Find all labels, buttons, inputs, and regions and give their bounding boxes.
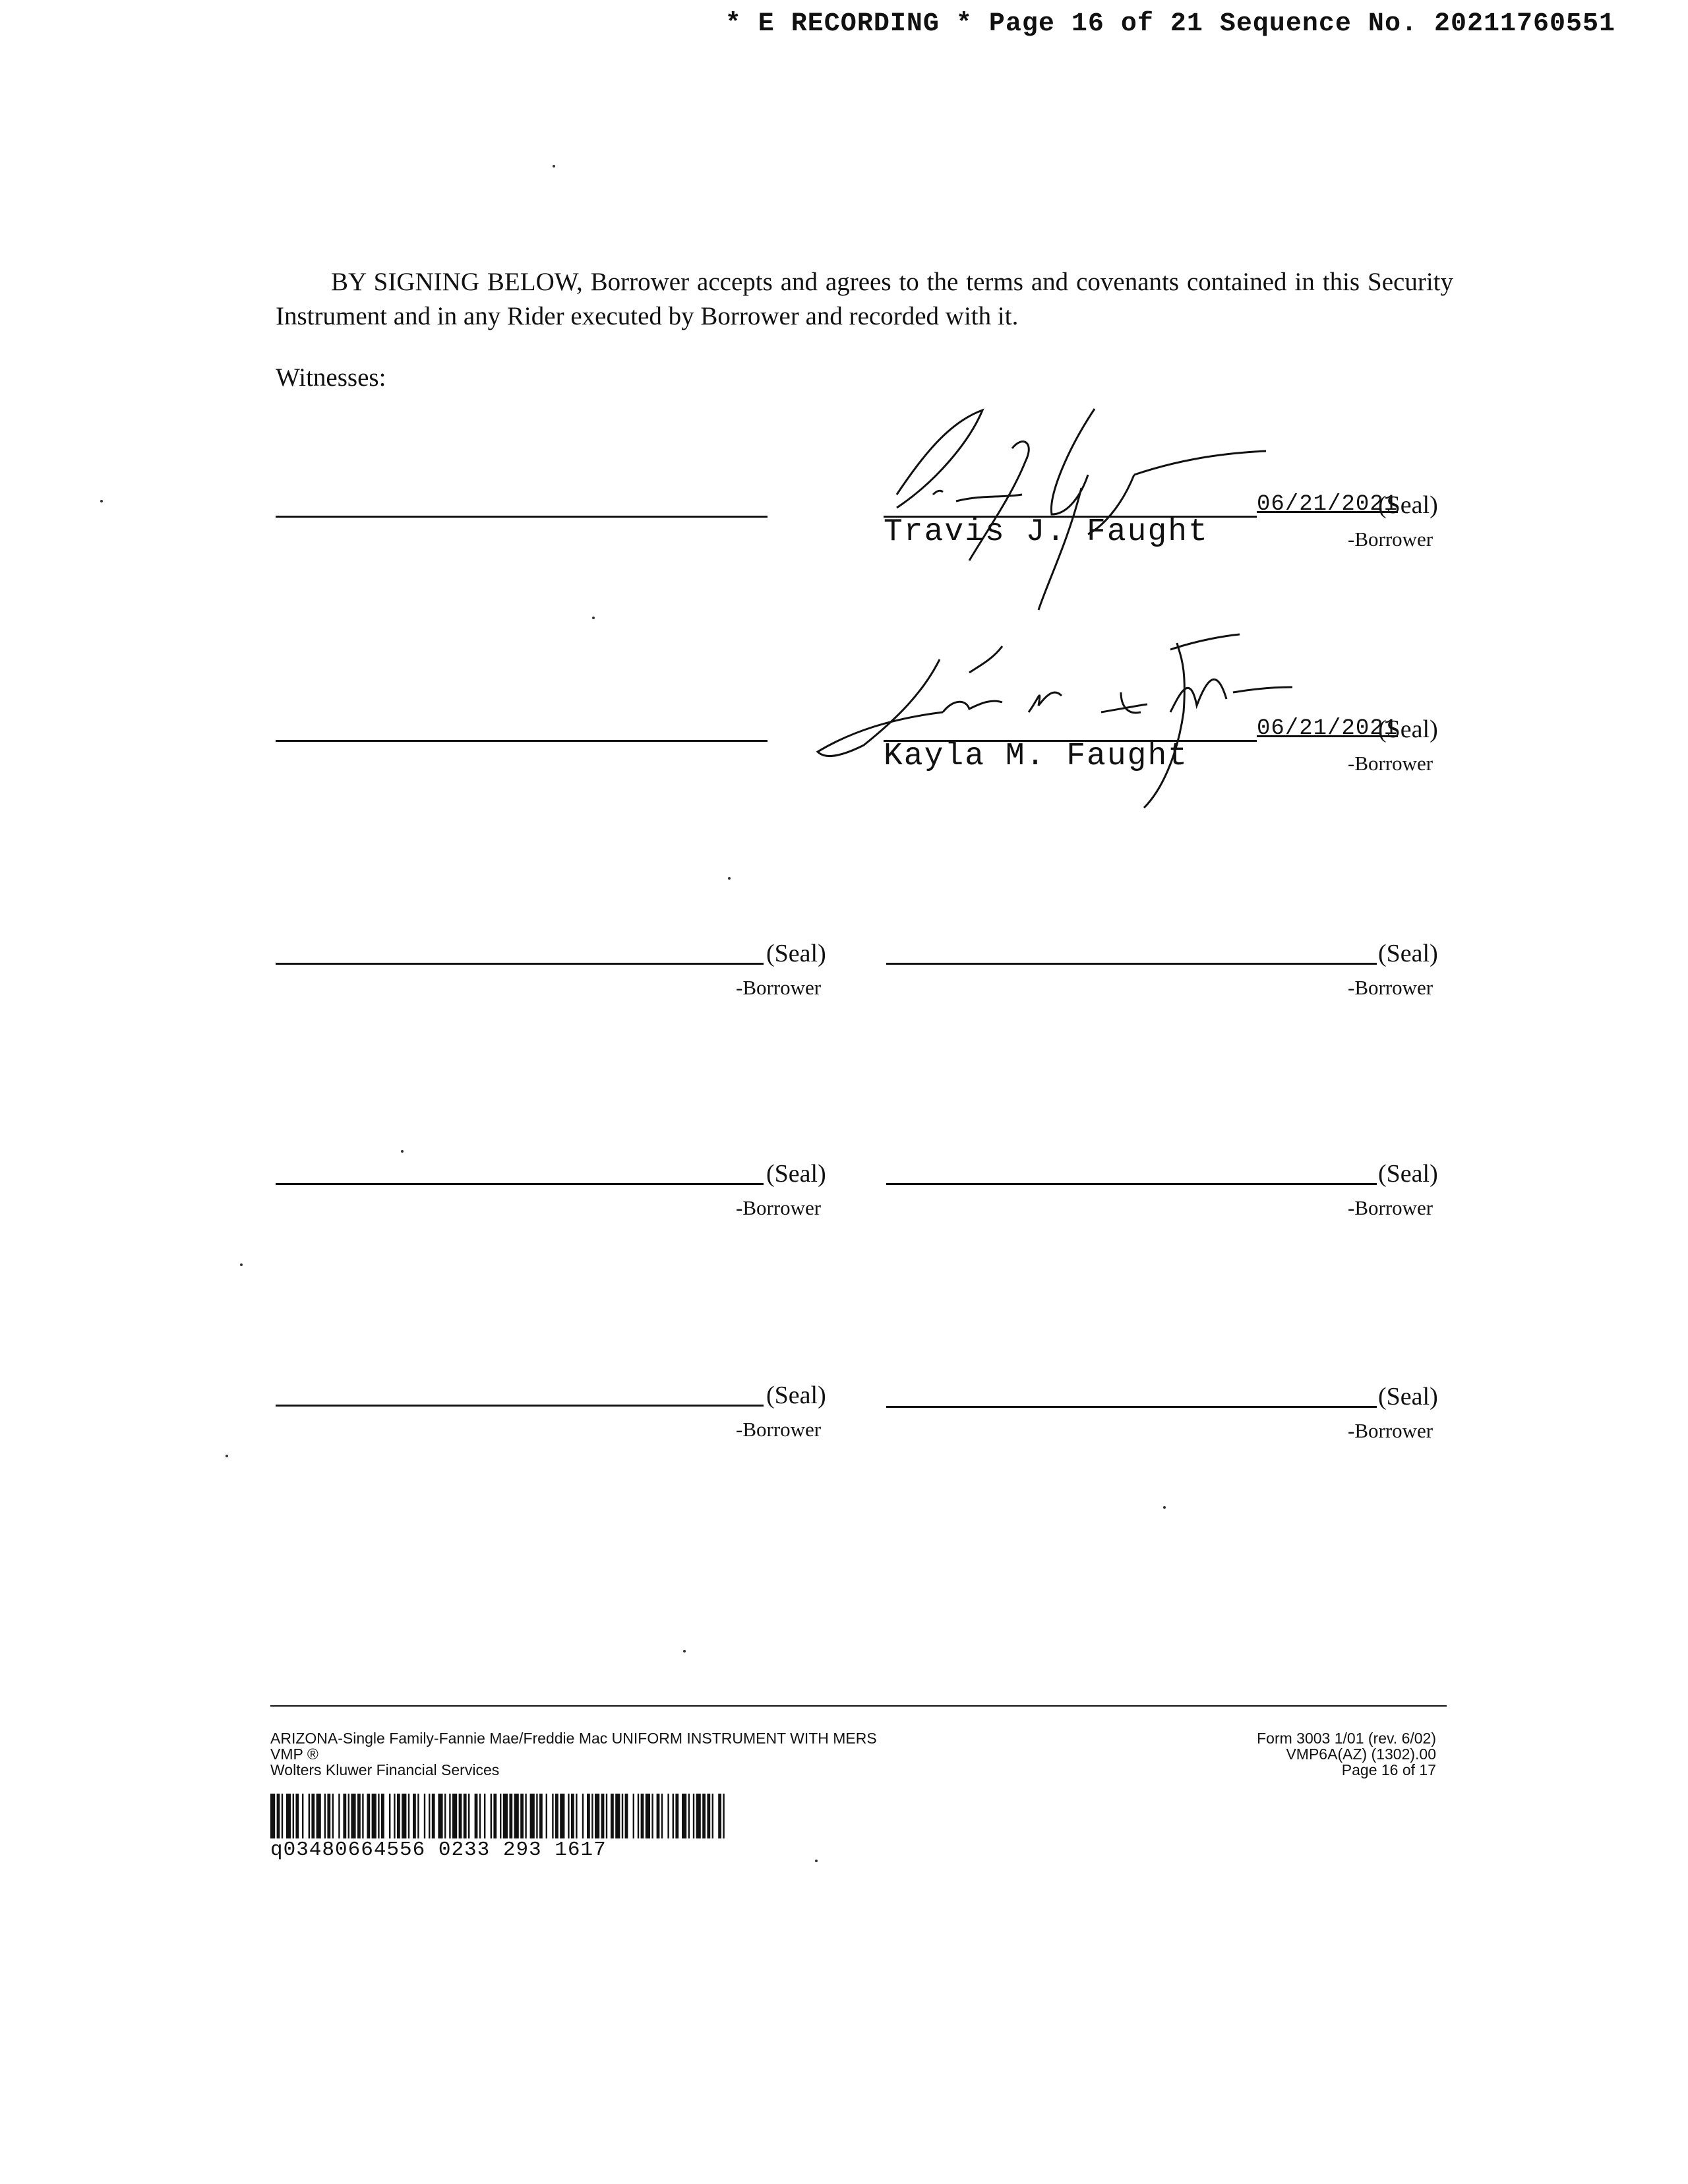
barcode-bar (601, 1794, 605, 1838)
signer-name-travis: Travis J. Faught (884, 514, 1209, 550)
handwritten-signature-kayla (811, 626, 1299, 818)
barcode-bar (582, 1794, 584, 1838)
barcode-bar (625, 1794, 628, 1838)
footer-publisher: Wolters Kluwer Financial Services (270, 1761, 500, 1778)
barcode-bar (293, 1794, 294, 1838)
scan-speck (815, 1860, 818, 1862)
barcode-bar (525, 1794, 526, 1838)
barcode-bar (316, 1794, 321, 1838)
barcode-bar (389, 1794, 390, 1838)
barcode-bar (484, 1794, 485, 1838)
barcode-bar (351, 1794, 355, 1838)
barcode-bar (343, 1794, 346, 1838)
blank-signature-line (276, 1183, 764, 1185)
barcode-bar (514, 1794, 519, 1838)
signing-paragraph: BY SIGNING BELOW, Borrower accepts and agrees to the terms and covenants contained in this Security Instrument and in any Rider executed by Borrower and recorded with it. (276, 268, 1453, 330)
barcode-bar (282, 1794, 283, 1838)
barcode-bar (408, 1794, 409, 1838)
barcode-bar (693, 1794, 694, 1838)
barcode-bar (449, 1794, 450, 1838)
scan-speck (728, 877, 731, 880)
document-barcode (270, 1794, 732, 1838)
barcode-bar (546, 1794, 547, 1838)
barcode-bar (327, 1794, 330, 1838)
barcode-bar (459, 1794, 462, 1838)
barcode-bar (468, 1794, 469, 1838)
blank-signature-line (276, 1405, 764, 1407)
seal-label: (Seal) (766, 1160, 826, 1188)
barcode-bar (657, 1794, 660, 1838)
barcode-bar (270, 1794, 275, 1838)
barcode-bar (688, 1794, 690, 1838)
barcode-bar (571, 1794, 574, 1838)
scan-speck (1163, 1506, 1166, 1509)
borrower-label: -Borrower (1348, 1419, 1433, 1442)
barcode-bar (397, 1794, 400, 1838)
barcode-bar (539, 1794, 543, 1838)
barcode-bar (452, 1794, 457, 1838)
handwritten-signature-travis (870, 396, 1292, 620)
barcode-bar (560, 1794, 564, 1838)
seal-label: (Seal) (766, 940, 826, 967)
blank-signature-line (886, 1183, 1377, 1185)
footer-form-number (1257, 1730, 1436, 1778)
barcode-bar (622, 1794, 623, 1838)
barcode-bar (673, 1794, 674, 1838)
barcode-bar (348, 1794, 349, 1838)
barcode-bar (277, 1794, 280, 1838)
seal-label: (Seal) (1378, 1160, 1438, 1188)
barcode-number: q03480664556 0233 293 1617 (270, 1838, 607, 1862)
witness-line-2 (276, 740, 768, 742)
barcode-bar (576, 1794, 577, 1838)
barcode-bar (367, 1794, 370, 1838)
scan-speck (592, 617, 595, 619)
scan-speck (683, 1650, 686, 1653)
footer-vmp-mark: VMP ® (270, 1745, 318, 1763)
footer-vmp-code: VMP6A(AZ) (1302).00 (1286, 1745, 1436, 1763)
barcode-bar (417, 1794, 419, 1838)
footer-form-id: Form 3003 1/01 (rev. 6/02) (1257, 1730, 1436, 1747)
barcode-bar (429, 1794, 430, 1838)
barcode-bar (536, 1794, 537, 1838)
barcode-bar (302, 1794, 303, 1838)
barcode-bar (500, 1794, 501, 1838)
barcode-bar (587, 1794, 590, 1838)
borrower-label-kayla: -Borrower (1348, 752, 1433, 775)
barcode-bar (641, 1794, 644, 1838)
barcode-bar (615, 1794, 620, 1838)
barcode-bar (667, 1794, 669, 1838)
blank-signature-line (886, 1406, 1377, 1408)
barcode-bar (381, 1794, 384, 1838)
barcode-bar (661, 1794, 663, 1838)
borrower-label: -Borrower (736, 976, 822, 999)
barcode-bar (555, 1794, 558, 1838)
barcode-bar (479, 1794, 481, 1838)
seal-label: (Seal) (766, 1381, 826, 1409)
footer-form-info (270, 1730, 877, 1778)
barcode-bar (378, 1794, 379, 1838)
barcode-bar (638, 1794, 639, 1838)
borrower-label: -Borrower (736, 1418, 822, 1441)
borrower-label: -Borrower (1348, 1196, 1433, 1219)
barcode-bar (568, 1794, 569, 1838)
scan-speck (401, 1150, 404, 1153)
recording-header: * E RECORDING * Page 16 of 21 Sequence No. 20211760551 (725, 9, 1615, 39)
barcode-bar (611, 1794, 614, 1838)
scan-speck (553, 165, 555, 167)
blank-signature-line (276, 963, 764, 965)
barcode-bar (475, 1794, 478, 1838)
barcode-bar (324, 1794, 326, 1838)
barcode-bar (286, 1794, 291, 1838)
barcode-bar (493, 1794, 497, 1838)
footer-instrument-title: ARIZONA-Single Family-Fannie Mae/Freddie Mac UNIFORM INSTRUMENT WITH MERS (270, 1730, 877, 1747)
blank-signature-line (886, 963, 1377, 965)
barcode-bar (295, 1794, 299, 1838)
barcode-bar (530, 1794, 535, 1838)
seal-label-kayla: (Seal) (1378, 715, 1438, 743)
barcode-bar (357, 1794, 361, 1838)
barcode-bar (424, 1794, 425, 1838)
scan-speck (240, 1263, 243, 1266)
borrower-label: -Borrower (736, 1196, 822, 1219)
signature-date-travis: 06/21/2021 (1257, 492, 1399, 517)
barcode-bar (718, 1794, 721, 1838)
barcode-bar (702, 1794, 706, 1838)
borrower-label: -Borrower (1348, 976, 1433, 999)
barcode-bar (682, 1794, 686, 1838)
barcode-bar (394, 1794, 395, 1838)
barcode-bar (438, 1794, 442, 1838)
barcode-bar (372, 1794, 377, 1838)
barcode-bar (491, 1794, 492, 1838)
scan-speck (100, 500, 103, 502)
barcode-bar (633, 1794, 634, 1838)
witnesses-label: Witnesses: (276, 363, 386, 392)
footer-rule (270, 1705, 1447, 1707)
barcode-bar (503, 1794, 508, 1838)
footer-page-number: Page 16 of 17 (1341, 1761, 1436, 1778)
barcode-bar (413, 1794, 416, 1838)
barcode-bar (464, 1794, 467, 1838)
barcode-bar (552, 1794, 553, 1838)
barcode-bar (402, 1794, 406, 1838)
signature-date-kayla: 06/21/2021 (1257, 716, 1399, 741)
barcode-bar (520, 1794, 524, 1838)
barcode-bar (595, 1794, 599, 1838)
barcode-bar (707, 1794, 710, 1838)
barcode-bar (723, 1794, 724, 1838)
barcode-bar (651, 1794, 653, 1838)
barcode-bar (432, 1794, 435, 1838)
barcode-bar (338, 1794, 340, 1838)
borrower-label-travis: -Borrower (1348, 528, 1433, 551)
barcode-bar (591, 1794, 593, 1838)
barcode-bar (444, 1794, 446, 1838)
barcode-bar (332, 1794, 334, 1838)
barcode-bar (696, 1794, 701, 1838)
barcode-bar (646, 1794, 650, 1838)
barcode-bar (712, 1794, 713, 1838)
seal-label-travis: (Seal) (1378, 491, 1438, 519)
scan-speck (226, 1455, 228, 1457)
signer-name-kayla: Kayla M. Faught (884, 739, 1189, 774)
barcode-bar (362, 1794, 363, 1838)
seal-label: (Seal) (1378, 940, 1438, 967)
barcode-bar (509, 1794, 512, 1838)
barcode-bar (606, 1794, 607, 1838)
witness-line-1 (276, 516, 768, 518)
seal-label: (Seal) (1378, 1383, 1438, 1410)
barcode-bar (309, 1794, 310, 1838)
barcode-bar (311, 1794, 315, 1838)
barcode-bar (675, 1794, 678, 1838)
